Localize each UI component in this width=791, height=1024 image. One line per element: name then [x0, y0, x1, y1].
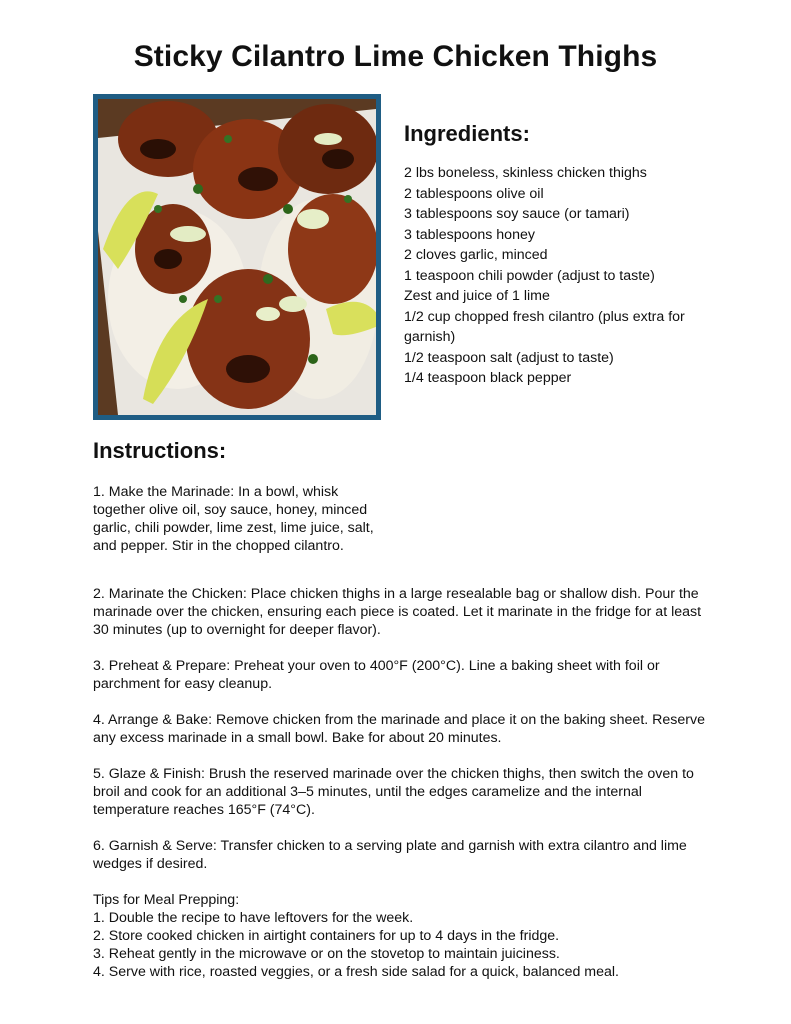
tips-heading: Tips for Meal Prepping: — [93, 892, 240, 908]
ingredient-item: Zest and juice of 1 lime — [404, 288, 550, 304]
instruction-steps — [93, 585, 713, 981]
recipe-title: Sticky Cilantro Lime Chicken Thighs — [133, 40, 658, 73]
ingredients-list — [404, 163, 734, 389]
ingredient-item: 2 cloves garlic, minced — [404, 247, 548, 263]
ingredient-item: 3 tablespoons honey — [404, 226, 535, 243]
instruction-step-4: 4. Arrange & Bake: Remove chicken from the marinade and place it on the baking sheet. Reserve any excess marinade in a small bowl. Bake for about 20 minutes. — [93, 712, 705, 746]
tip-item: 2. Store cooked chicken in airtight containers for up to 4 days in the fridge. — [93, 928, 560, 944]
ingredient-item: 1 teaspoon chili powder (adjust to taste) — [404, 267, 655, 284]
chicken-thighs-photo — [93, 94, 381, 420]
tip-item: 3. Reheat gently in the microwave or on the stovetop to maintain juiciness. — [93, 946, 560, 962]
instruction-step-6: 6. Garnish & Serve: Transfer chicken to a serving plate and garnish with extra cilantro and lime wedges if desired. — [93, 838, 687, 872]
tip-item: 4. Serve with rice, roasted veggies, or a fresh side salad for a quick, balanced meal. — [93, 964, 619, 980]
ingredient-item: 1/2 cup chopped fresh cilantro (plus extra for garnish) — [404, 308, 685, 345]
tip-item: 1. Double the recipe to have leftovers for the week. — [93, 910, 414, 926]
instruction-step-2: 2. Marinate the Chicken: Place chicken thighs in a large resealable bag or shallow dish. Pour the marinade over the chicken, ensuring each piece is coated. Let it marinate in the fridge for at least 30 minutes (up to overnight for deeper flavor). — [93, 586, 702, 638]
instructions-heading: Instructions: — [93, 438, 227, 463]
ingredient-item: 3 tablespoons soy sauce (or tamari) — [404, 206, 630, 222]
ingredient-item: 1/2 teaspoon salt (adjust to taste) — [404, 349, 614, 366]
instruction-step-5: 5. Glaze & Finish: Brush the reserved marinade over the chicken thighs, then switch the oven to broil and cook for an additional 3–5 minutes, until the edges caramelize and the internal temperature reaches 165°F (74°C). — [93, 766, 694, 818]
ingredient-item: 1/4 teaspoon black pepper — [404, 370, 572, 386]
meal-prep-tips — [93, 891, 713, 981]
instruction-step-3: 3. Preheat & Prepare: Preheat your oven to 400°F (200°C). Line a baking sheet with foil or parchment for easy cleanup. — [93, 658, 660, 692]
ingredient-item: 2 lbs boneless, skinless chicken thighs — [404, 165, 647, 181]
ingredients-heading: Ingredients: — [404, 121, 530, 146]
instruction-step-1: 1. Make the Marinade: In a bowl, whisk together olive oil, soy sauce, honey, minced garlic, chili powder, lime zest, lime juice, salt, and pepper. Stir in the chopped cilantro. — [93, 484, 374, 554]
ingredient-item: 2 tablespoons olive oil — [404, 185, 544, 202]
chicken-thighs-illustration — [98, 99, 376, 415]
